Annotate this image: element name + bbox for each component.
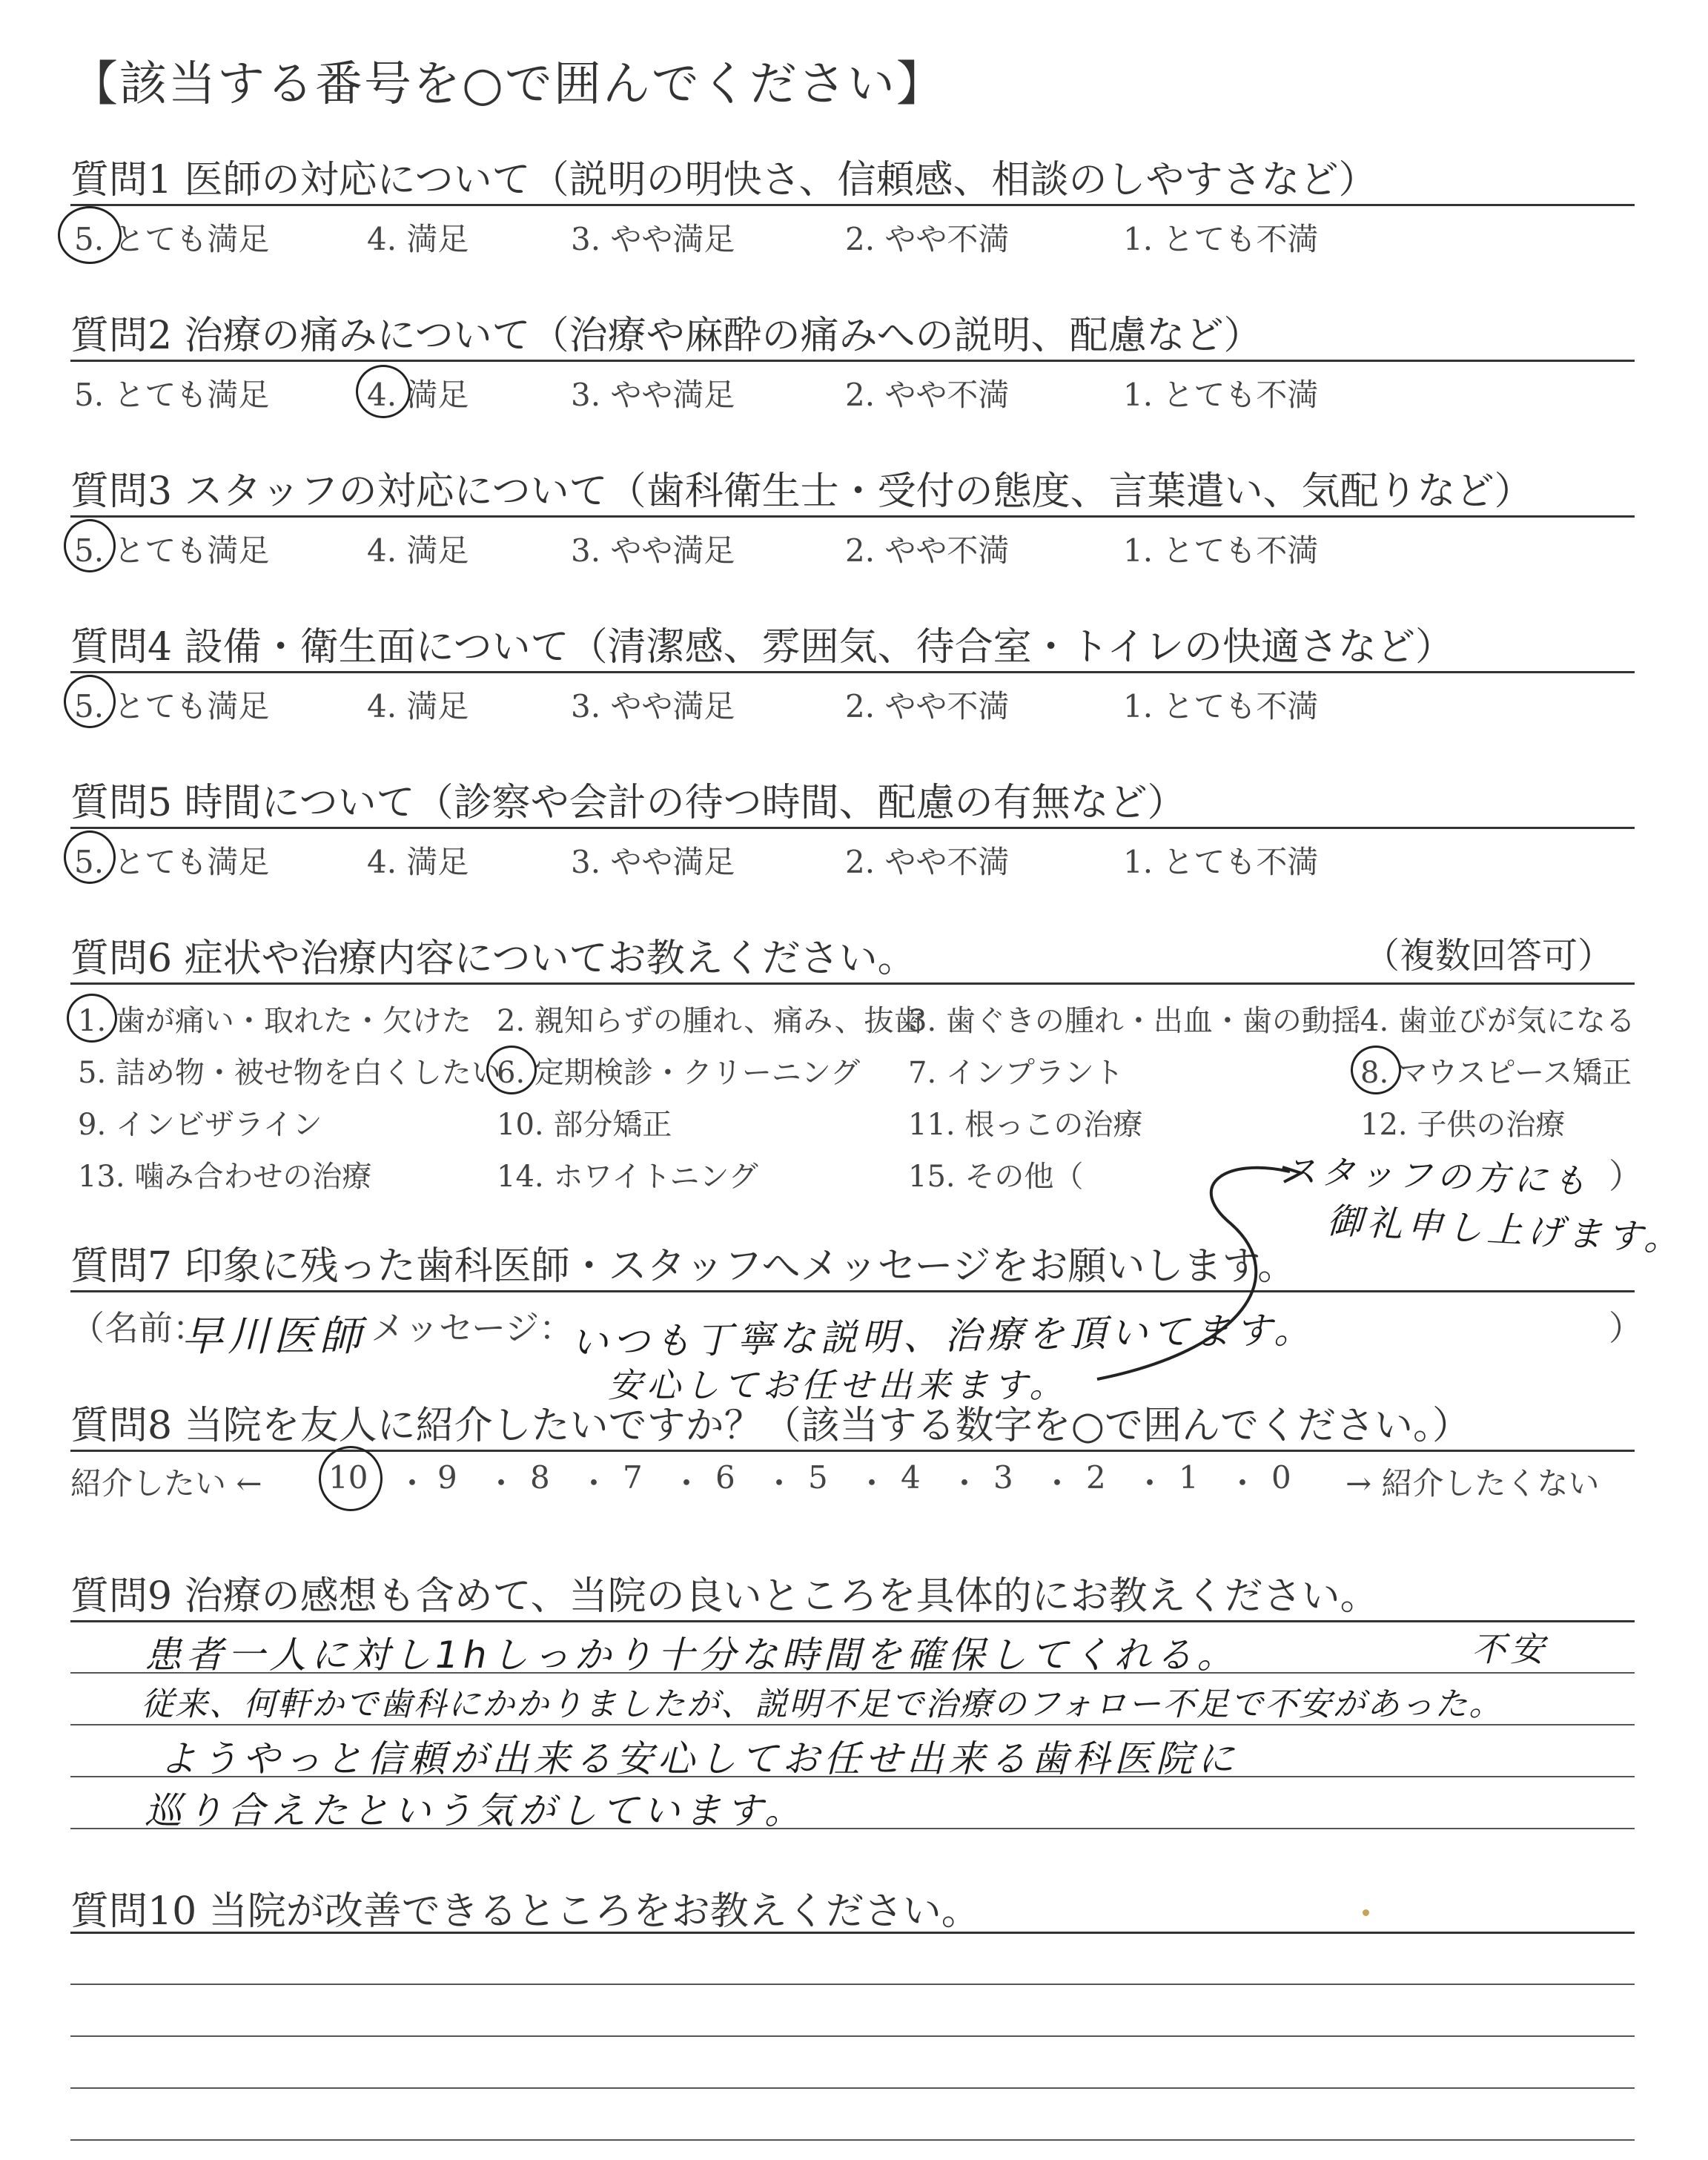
- q7-name-label: （名前：: [70, 1308, 207, 1348]
- page-title: 【該当する番号を○で囲んでください】: [70, 57, 945, 112]
- q9-hand-line-3: ようやっと信頼が出来る安心してお任せ出来る歯科医院に: [159, 1737, 1239, 1780]
- question-7-title: 質問7 印象に残った歯科医師・スタッフへメッセージをお願いします。: [70, 1244, 1297, 1289]
- q8-scale-dot: ・: [1134, 1465, 1166, 1502]
- question-3-rule: [70, 515, 1635, 518]
- q8-scale-dot: ・: [486, 1465, 517, 1502]
- q8-scale-0[interactable]: 0: [1271, 1459, 1291, 1496]
- q9-hand-line-4: 巡り合えたという気がしています。: [145, 1789, 806, 1832]
- q8-selection-circle: [319, 1446, 383, 1511]
- q2-option-5[interactable]: 5. とても満足: [74, 377, 270, 413]
- q3-option-1[interactable]: 1. とても不満: [1123, 532, 1319, 569]
- q3-option-4[interactable]: 4. 満足: [367, 532, 469, 569]
- q6-hand-note-2: 御礼申し上げます。: [1325, 1200, 1686, 1261]
- q8-scale-10[interactable]: 10: [328, 1459, 368, 1496]
- q6-option-12[interactable]: 12. 子供の治療: [1360, 1108, 1566, 1142]
- question-6-title: 質問6 症状や治療内容についてお教えください。: [70, 937, 916, 981]
- q6-selection-circle-8: [1351, 1046, 1401, 1094]
- q6-option-3[interactable]: 3. 歯ぐきの腫れ・出血・歯の動揺: [908, 1004, 1361, 1038]
- question-8-rule: [70, 1450, 1635, 1452]
- q7-message-label: メッセージ：: [371, 1308, 574, 1348]
- question-9-rule: [70, 1620, 1635, 1622]
- q8-scale-dot: ・: [764, 1465, 795, 1502]
- q10-writing-line: [70, 1984, 1635, 1985]
- q6-option-4[interactable]: 4. 歯並びが気になる: [1360, 1004, 1635, 1038]
- paper-speck: [1363, 1909, 1369, 1916]
- q5-option-5[interactable]: 5. とても満足: [74, 844, 270, 880]
- question-5-title: 質問5 時間について（診察や会計の待つ時間、配慮の有無など）: [70, 781, 1186, 825]
- q8-scale-8[interactable]: 8: [530, 1459, 550, 1496]
- q8-scale-6[interactable]: 6: [715, 1459, 735, 1496]
- q2-option-1[interactable]: 1. とても不満: [1123, 377, 1319, 413]
- q6-option-13[interactable]: 13. 噛み合わせの治療: [78, 1160, 372, 1194]
- q2-option-2[interactable]: 2. やや不満: [845, 377, 1010, 413]
- q5-selection-circle: [64, 830, 116, 884]
- q1-option-5[interactable]: 5. とても満足: [74, 221, 270, 257]
- q9-hand-line-2: 従来、何軒かで歯科にかかりましたが、説明不足で治療のフォロー不足で不安があった。: [141, 1685, 1503, 1723]
- q1-option-3[interactable]: 3. やや満足: [571, 221, 735, 257]
- q4-option-5[interactable]: 5. とても満足: [74, 688, 270, 724]
- q8-scale-dot: ・: [671, 1465, 703, 1502]
- question-8-title: 質問8 当院を友人に紹介したいですか？（該当する数字を○で囲んでください。）: [70, 1404, 1471, 1448]
- q8-scale-5[interactable]: 5: [808, 1459, 828, 1496]
- q2-option-3[interactable]: 3. やや満足: [571, 377, 735, 413]
- q7-close-paren: ）: [1609, 1308, 1643, 1348]
- q5-option-1[interactable]: 1. とても不満: [1123, 844, 1319, 880]
- question-6-rule: [70, 982, 1635, 985]
- q10-writing-line: [70, 2139, 1635, 2141]
- q6-option-1[interactable]: 1. 歯が痛い・取れた・欠けた: [78, 1004, 471, 1038]
- question-4-title: 質問4 設備・衛生面について（清潔感、雰囲気、待合室・トイレの快適さなど）: [70, 625, 1454, 670]
- question-2-rule: [70, 360, 1635, 362]
- question-7-rule: [70, 1290, 1635, 1292]
- q8-scale-3[interactable]: 3: [993, 1459, 1013, 1496]
- q6-option-2[interactable]: 2. 親知らずの腫れ、痛み、抜歯: [497, 1004, 924, 1038]
- q8-scale-7[interactable]: 7: [623, 1459, 643, 1496]
- q8-scale-2[interactable]: 2: [1086, 1459, 1106, 1496]
- q6-option-8[interactable]: 8. マウスピース矯正: [1360, 1056, 1632, 1090]
- q4-option-3[interactable]: 3. やや満足: [571, 688, 735, 724]
- q8-scale-4[interactable]: 4: [901, 1459, 921, 1496]
- q4-option-4[interactable]: 4. 満足: [367, 688, 469, 724]
- q6-option-6[interactable]: 6. 定期検診・クリーニング: [497, 1056, 861, 1090]
- q6-hand-note-1: スタッフの方にも: [1282, 1150, 1592, 1202]
- q8-scale-9[interactable]: 9: [437, 1459, 457, 1496]
- q2-selection-circle: [356, 365, 411, 418]
- q8-scale-dot: ・: [856, 1465, 888, 1502]
- q3-option-5[interactable]: 5. とても満足: [74, 532, 270, 569]
- question-5-rule: [70, 827, 1635, 829]
- q8-scale-dot: ・: [397, 1465, 428, 1502]
- q8-scale-dot: ・: [1042, 1465, 1073, 1502]
- q8-right-label: → 紹介したくない: [1345, 1465, 1600, 1502]
- q7-hand-name: 早川医師: [182, 1312, 365, 1361]
- question-9-title: 質問9 治療の感想も含めて、当院の良いところを具体的にお教えください。: [70, 1574, 1379, 1619]
- q7-hand-message-line-1: いつも丁寧な説明、治療を頂いてます。: [570, 1308, 1316, 1364]
- q6-option-10[interactable]: 10. 部分矯正: [497, 1108, 672, 1142]
- q6-option-14[interactable]: 14. ホワイトニング: [497, 1160, 758, 1194]
- q1-option-4[interactable]: 4. 満足: [367, 221, 469, 257]
- q8-scale-dot: ・: [1227, 1465, 1259, 1502]
- q2-option-4[interactable]: 4. 満足: [367, 377, 469, 413]
- q6-option-15[interactable]: 15. その他（: [908, 1160, 1084, 1194]
- q9-hand-line-1: 患者一人に対し1hしっかり十分な時間を確保してくれる。: [145, 1634, 1239, 1677]
- q6-selection-circle-6: [486, 1046, 537, 1094]
- q7-hand-message-line-2: 安心してお任せ出来ます。: [608, 1365, 1068, 1405]
- question-1-rule: [70, 204, 1635, 206]
- question-2-title: 質問2 治療の痛みについて（治療や麻酔の痛みへの説明、配慮など）: [70, 314, 1262, 358]
- q9-hand-margin-note: 不安: [1472, 1629, 1549, 1669]
- q6-option-9[interactable]: 9. インビザライン: [78, 1108, 322, 1142]
- q5-option-3[interactable]: 3. やや満足: [571, 844, 735, 880]
- q4-option-1[interactable]: 1. とても不満: [1123, 688, 1319, 724]
- question-10-rule: [70, 1932, 1635, 1934]
- q8-left-label: 紹介したい ←: [70, 1465, 262, 1502]
- q10-writing-line: [70, 2035, 1635, 2037]
- q5-option-2[interactable]: 2. やや不満: [845, 844, 1010, 880]
- q1-option-1[interactable]: 1. とても不満: [1123, 221, 1319, 257]
- q10-writing-line: [70, 2087, 1635, 2089]
- q6-option-5[interactable]: 5. 詰め物・被せ物を白くしたい: [78, 1056, 501, 1090]
- q6-other-close-paren: ）: [1609, 1156, 1643, 1196]
- q3-option-2[interactable]: 2. やや不満: [845, 532, 1010, 569]
- q4-option-2[interactable]: 2. やや不満: [845, 688, 1010, 724]
- question-10-title: 質問10 当院が改善できるところをお教えください。: [70, 1889, 980, 1934]
- q6-selection-circle-1: [67, 994, 117, 1043]
- q3-option-3[interactable]: 3. やや満足: [571, 532, 735, 569]
- q8-scale-1[interactable]: 1: [1179, 1459, 1199, 1496]
- q6-option-11[interactable]: 11. 根っこの治療: [908, 1108, 1143, 1142]
- q3-selection-circle: [64, 519, 116, 572]
- question-4-rule: [70, 671, 1635, 673]
- hand-arrow-curve: [1038, 1157, 1320, 1401]
- q4-selection-circle: [64, 675, 116, 728]
- q8-scale-dot: ・: [949, 1465, 981, 1502]
- question-1-title: 質問1 医師の対応について（説明の明快さ、信頼感、相談のしやすさなど）: [70, 158, 1377, 202]
- question-3-title: 質問3 スタッフの対応について（歯科衛生士・受付の態度、言葉遣い、気配りなど）: [70, 469, 1533, 514]
- q8-scale-dot: ・: [578, 1465, 610, 1502]
- q1-selection-circle: [58, 206, 122, 264]
- q5-option-4[interactable]: 4. 満足: [367, 844, 469, 880]
- question-6-note: （複数回答可）: [1364, 935, 1614, 977]
- q6-option-7[interactable]: 7. インプラント: [908, 1056, 1124, 1090]
- q1-option-2[interactable]: 2. やや不満: [845, 221, 1010, 257]
